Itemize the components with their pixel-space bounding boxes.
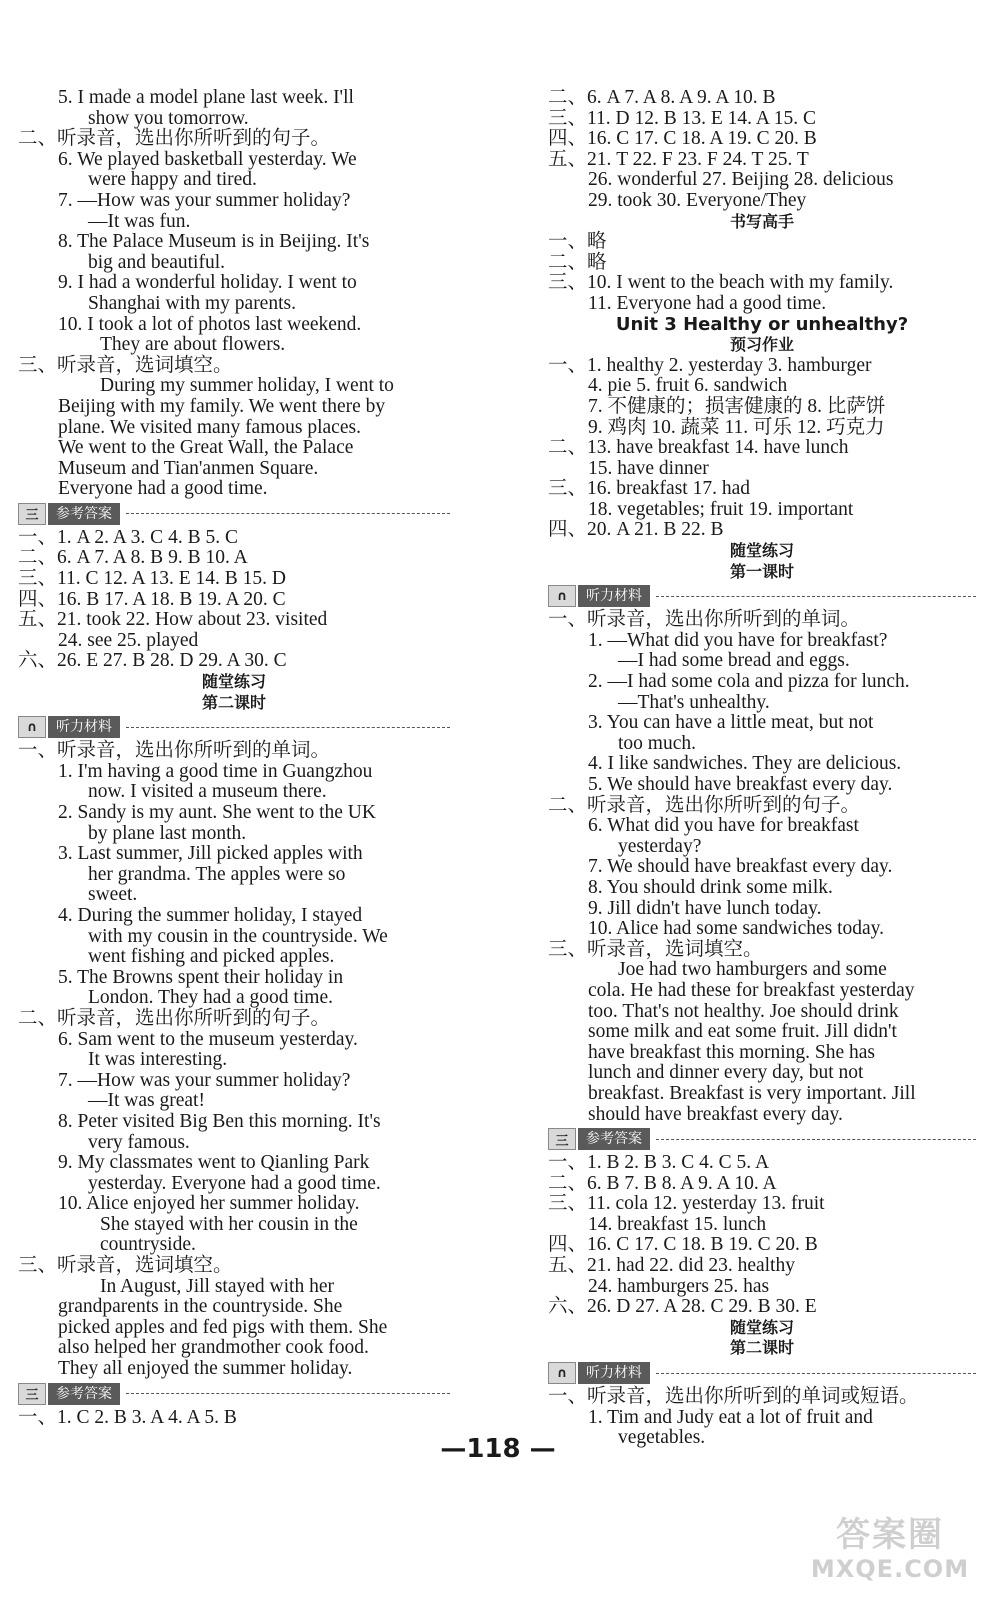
text-line: 18. vegetables; fruit 19. important [588, 498, 854, 520]
text-line: 一、1. B 2. B 3. C 4. C 5. A [548, 1152, 770, 1174]
text-line: 2. Sandy is my aunt. She went to the UK [58, 802, 376, 823]
text-line: yesterday. Everyone had a good time. [88, 1172, 381, 1194]
section-tag-label: 听力材料 [578, 585, 650, 607]
text-line: 一、略 [548, 231, 607, 253]
text-line: 3. Last summer, Jill picked apples with [58, 843, 363, 865]
text-line: —It was great! [88, 1090, 205, 1112]
text-line: grandparents in the countryside. She [58, 1296, 343, 1318]
text-line: 6. We played basketball yesterday. We [58, 148, 357, 170]
text-line: picked apples and fed pigs with them. She [58, 1316, 388, 1338]
answer-key-icon: 三 [18, 1383, 46, 1405]
text-line: cola. He had these for breakfast yesterday [588, 979, 915, 1001]
text-line: 4. pie 5. fruit 6. sandwich [588, 375, 788, 397]
text-line: 3. You can have a little meat, but not [588, 712, 874, 734]
section-heading: Unit 3 Healthy or unhealthy? [615, 313, 909, 335]
text-line: 4. During the summer holiday, I stayed [58, 904, 363, 926]
text-line: 三、听录音，选词填空。 [18, 1255, 233, 1277]
text-line: 7. We should have breakfast every day. [588, 856, 893, 878]
section-heading: 第二课时 [729, 1338, 794, 1358]
watermark-logo [800, 1515, 980, 1595]
text-line: 7. —How was your summer holiday? [58, 189, 351, 211]
text-line: 4. I like sandwiches. They are delicious. [588, 753, 902, 775]
text-line: They all enjoyed the summer holiday. [58, 1358, 353, 1380]
page-number: —118 — [440, 1434, 556, 1464]
listening-material-header [18, 715, 450, 739]
section-heading: 随堂练习 [729, 1317, 794, 1337]
text-line: 一、1. A 2. A 3. C 4. B 5. C [18, 526, 238, 548]
text-line: 14. breakfast 15. lunch [588, 1213, 767, 1235]
text-line: 9. 鸡肉 10. 蔬菜 11. 可乐 12. 巧克力 [588, 416, 885, 438]
text-line: 二、6. A 7. A 8. B 9. B 10. A [18, 547, 248, 569]
text-line: 8. Peter visited Big Ben this morning. It's [58, 1110, 381, 1132]
text-line: 10. Alice enjoyed her summer holiday. [58, 1193, 360, 1215]
section-tag-label: 听力材料 [48, 716, 120, 738]
text-line: too. That's not healthy. Joe should drink [588, 1000, 899, 1022]
text-line: We went to the Great Wall, the Palace [58, 437, 354, 459]
section-heading: 书写高手 [729, 211, 794, 231]
text-line: 24. see 25. played [58, 629, 199, 651]
text-line: now. I visited a museum there. [88, 781, 327, 803]
text-line: 26. wonderful 27. Beijing 28. delicious [588, 169, 894, 191]
text-line: Everyone had a good time. [58, 478, 268, 500]
dashed-divider [126, 1393, 450, 1394]
text-line: 8. You should drink some milk. [588, 876, 833, 898]
headphones-icon: ∩ [18, 716, 46, 738]
text-line: 三、10. I went to the beach with my family. [548, 272, 894, 294]
text-line: too much. [618, 732, 696, 754]
left-column [18, 88, 450, 1428]
headphones-icon: ∩ [548, 585, 576, 607]
text-line: Shanghai with my parents. [88, 292, 296, 314]
text-line: plane. We visited many famous places. [58, 416, 361, 438]
text-line: 三、16. breakfast 17. had [548, 478, 750, 500]
text-line: 10. Alice had some sandwiches today. [588, 918, 885, 940]
answer-key-header [18, 1382, 450, 1406]
text-line: with my cousin in the countryside. We [88, 925, 388, 947]
text-line: 二、13. have breakfast 14. have lunch [548, 437, 849, 459]
text-line: 三、11. D 12. B 13. E 14. A 15. C [548, 107, 816, 129]
listening-material-header [548, 584, 976, 608]
text-line: —I had some bread and eggs. [618, 650, 850, 672]
text-line: 四、16. C 17. C 18. A 19. C 20. B [548, 128, 817, 150]
text-line: 11. Everyone had a good time. [588, 292, 827, 314]
text-line: vegetables. [618, 1427, 706, 1449]
text-line: 24. hamburgers 25. has [588, 1275, 770, 1297]
text-line: also helped her grandmother cook food. [58, 1337, 369, 1359]
text-line: 一、听录音，选出你所听到的单词。 [18, 740, 331, 762]
text-line: 一、1. healthy 2. yesterday 3. hamburger [548, 354, 872, 376]
section-tag-label: 参考答案 [48, 1383, 120, 1405]
text-line: During my summer holiday, I went to [100, 375, 394, 397]
text-line: 四、16. C 17. C 18. B 19. C 20. B [548, 1234, 818, 1256]
text-line: 1. —What did you have for breakfast? [588, 629, 888, 651]
section-heading: 随堂练习 [201, 672, 266, 692]
text-line: 一、听录音，选出你所听到的单词或短语。 [548, 1386, 919, 1408]
answer-key-header [548, 1127, 976, 1151]
text-line: 三、11. C 12. A 13. E 14. B 15. D [18, 568, 286, 590]
text-line: 9. My classmates went to Qianling Park [58, 1152, 370, 1174]
text-line: 三、11. cola 12. yesterday 13. fruit [548, 1193, 825, 1215]
section-tag-label: 参考答案 [48, 503, 120, 525]
text-line: 6. What did you have for breakfast [588, 815, 859, 837]
text-line: have breakfast this morning. She has [588, 1041, 876, 1063]
text-line: 五、21. had 22. did 23. healthy [548, 1255, 795, 1277]
text-line: 二、6. B 7. B 8. A 9. A 10. A [548, 1172, 777, 1194]
dashed-divider [656, 596, 976, 597]
answer-key-icon: 三 [548, 1128, 576, 1150]
text-line: 1. I'm having a good time in Guangzhou [58, 760, 373, 782]
text-line: her grandma. The apples were so [88, 863, 346, 885]
text-line: 五、21. T 22. F 23. F 24. T 25. T [548, 148, 809, 170]
text-line: 一、听录音，选出你所听到的单词。 [548, 609, 861, 631]
text-line: 9. I had a wonderful holiday. I went to [58, 272, 357, 294]
text-line: 二、略 [548, 251, 607, 273]
text-line: were happy and tired. [88, 169, 257, 191]
text-line: 8. The Palace Museum is in Beijing. It's [58, 231, 370, 253]
text-line: 7. 不健康的；损害健康的 8. 比萨饼 [588, 395, 886, 417]
section-heading: 随堂练习 [729, 541, 794, 561]
answer-key-icon: 三 [18, 503, 46, 525]
listening-material-header [548, 1361, 976, 1385]
text-line: 三、听录音，选词填空。 [18, 354, 233, 376]
text-line: London. They had a good time. [88, 987, 333, 1009]
text-line: should have breakfast every day. [588, 1103, 843, 1125]
text-line: They are about flowers. [100, 334, 286, 356]
section-heading: 第一课时 [729, 561, 794, 581]
dashed-divider [126, 727, 450, 728]
section-heading: 预习作业 [729, 335, 794, 355]
text-line: It was interesting. [88, 1049, 228, 1071]
dashed-divider [126, 513, 450, 514]
text-line: lunch and dinner every day, but not [588, 1062, 864, 1084]
section-tag-label: 参考答案 [578, 1128, 650, 1150]
text-line: 29. took 30. Everyone/They [588, 189, 807, 211]
text-line: 5. The Browns spent their holiday in [58, 966, 344, 988]
dashed-divider [656, 1139, 976, 1140]
text-line: by plane last month. [88, 822, 247, 844]
text-line: —That's unhealthy. [618, 691, 770, 713]
text-line: 5. We should have breakfast every day. [588, 774, 893, 795]
text-line: 四、20. A 21. B 22. B [548, 519, 724, 541]
text-line: very famous. [88, 1131, 190, 1153]
text-line: Museum and Tian'anmen Square. [58, 457, 319, 479]
text-line: 1. Tim and Judy eat a lot of fruit and [588, 1406, 873, 1428]
text-line: She stayed with her cousin in the [100, 1213, 358, 1235]
text-line: 5. I made a model plane last week. I'll [58, 87, 354, 108]
text-line: In August, Jill stayed with her [100, 1275, 334, 1297]
text-line: 六、26. E 27. B 28. D 29. A 30. C [18, 650, 287, 672]
text-line: Beijing with my family. We went there by [58, 395, 386, 417]
text-line: 五、21. took 22. How about 23. visited [18, 609, 328, 631]
text-line: 二、6. A 7. A 8. A 9. A 10. B [548, 87, 776, 108]
text-line: Joe had two hamburgers and some [618, 959, 887, 981]
text-line: 7. —How was your summer holiday? [58, 1069, 351, 1091]
answer-key-header [18, 502, 450, 526]
right-column [548, 88, 976, 1449]
text-line: 2. —I had some cola and pizza for lunch. [588, 671, 910, 693]
watermark-text: 答案圈 [836, 1515, 944, 1555]
text-line: countryside. [100, 1234, 196, 1256]
text-line: 10. I took a lot of photos last weekend. [58, 313, 362, 335]
text-line: went fishing and picked apples. [88, 946, 335, 968]
text-line: 二、听录音，选出你所听到的句子。 [548, 794, 861, 816]
text-line: sweet. [88, 884, 138, 906]
text-line: 一、1. C 2. B 3. A 4. A 5. B [18, 1406, 237, 1428]
text-line: show you tomorrow. [88, 107, 249, 129]
text-line: 15. have dinner [588, 457, 709, 479]
section-heading: 第二课时 [201, 692, 266, 712]
text-line: breakfast. Breakfast is very important. Jill [588, 1082, 916, 1104]
text-line: 四、16. B 17. A 18. B 19. A 20. C [18, 588, 286, 610]
text-line: 三、听录音，选词填空。 [548, 938, 763, 960]
text-line: 六、26. D 27. A 28. C 29. B 30. E [548, 1296, 817, 1318]
text-line: big and beautiful. [88, 251, 226, 273]
text-line: yesterday? [618, 835, 702, 857]
headphones-icon: ∩ [548, 1362, 576, 1384]
text-line: 二、听录音，选出你所听到的句子。 [18, 1007, 331, 1029]
section-tag-label: 听力材料 [578, 1362, 650, 1384]
text-line: 9. Jill didn't have lunch today. [588, 897, 822, 919]
watermark-url: MXQE.COM [810, 1555, 970, 1583]
dashed-divider [656, 1373, 976, 1374]
text-line: some milk and eat some fruit. Jill didn't [588, 1021, 897, 1043]
text-line: —It was fun. [88, 210, 191, 232]
text-line: 6. Sam went to the museum yesterday. [58, 1028, 358, 1050]
text-line: 二、听录音，选出你所听到的句子。 [18, 128, 331, 150]
